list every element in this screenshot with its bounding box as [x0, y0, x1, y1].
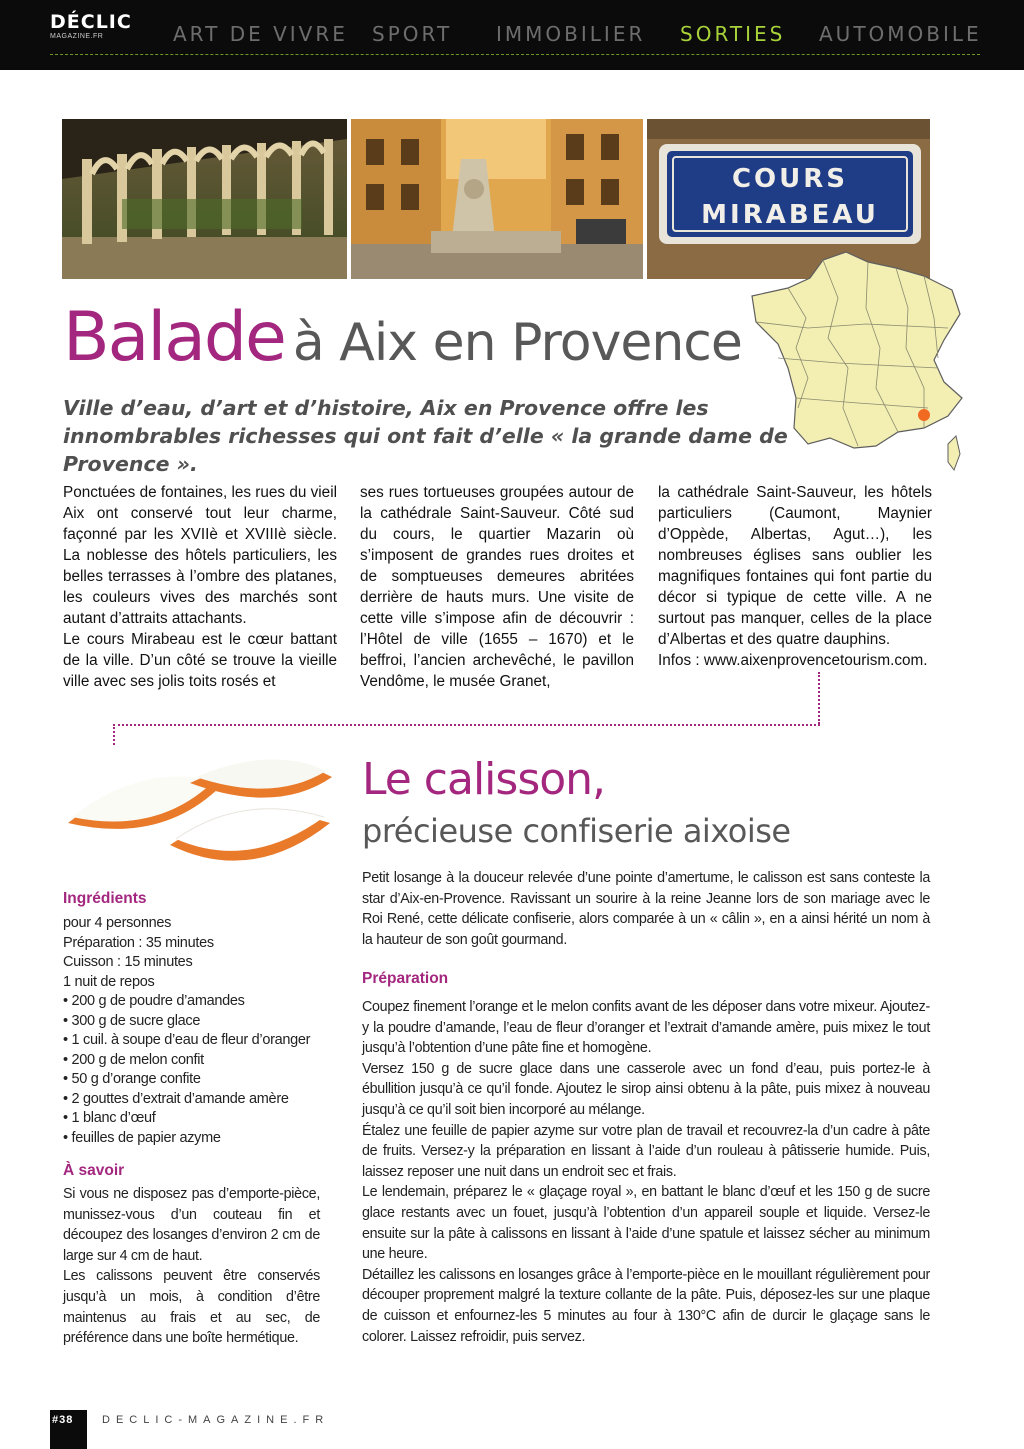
nav-divider: [50, 54, 980, 55]
article-lead: Ville d’eau, d’art et d’histoire, Aix en Provence offre les innombrables richesses qui ont fait d’elle « la grande dame de Provence ».: [63, 396, 788, 476]
ingredient-item: • 1 cuil. à soupe d’eau de fleur d’oranger: [63, 1031, 333, 1051]
paragraph: Le cours Mirabeau est le cœur battant de la ville. D’un côté se trouve la vieille ville avec ses jolis toits rosés et: [63, 631, 337, 690]
recipe-intro: Petit losange à la douceur relevée d’une pointe d’amertume, le calisson est sans conteste la star d’Aix-en-Provence. Ravissant un sourire à la reine Jeanne lors de son mariage avec le Roi René, cette délicate confiserie, alors comparée à un « câlin », en a ainsi hérité un nom à la hauteur de son goût gourmand.: [362, 870, 930, 948]
paragraph: Ponctuées de fontaines, les rues du vieil Aix ont conservé tout leur charme, façonné par les XVIIè et XVIIIè siècle. La noblesse des hôtels particuliers, les belles terrasses à l’ombre des platanes, les couleurs vives des marchés sont autant d’attraits attachants.: [63, 484, 337, 627]
savoir-text: [63, 1184, 320, 1349]
cloister-photo: [62, 119, 347, 279]
savoir-heading: À savoir: [63, 1162, 125, 1179]
preparation-step: Le lendemain, préparez le « glaçage royal », en battant le blanc d’œuf et les 150 g de sucre glace restants avec un fouet, jusqu’à l’obtention d’un appareil souple et liquide. Versez-le ensuite sur la pâte à calissons en lissant à l’aide d’une spatule et laissez sécher au minimum une heure.: [362, 1184, 930, 1263]
dotted-divider: [113, 724, 820, 726]
logo-subtext: MAGAZINE.FR: [50, 33, 104, 40]
preparation-step: Étalez une feuille de papier azyme sur votre plan de travail et recouvrez-la d’un cadre à pâte de fruits. Versez-y la préparation en lissant à l’aide d’un rouleau à pâtisserie humide. Puis, laissez reposer une nuit dans un endroit sec et frais.: [362, 1122, 930, 1180]
preparation-steps: [362, 997, 930, 1347]
article-title: [63, 298, 742, 377]
recipe-meta: Préparation : 35 minutes: [63, 934, 214, 951]
top-header: [0, 0, 1024, 70]
info-link[interactable]: Infos : www.aixenprovencetourism.com.: [658, 652, 928, 669]
main-nav: [0, 22, 1024, 50]
article-column-3: [658, 482, 932, 671]
title-rest: à Aix en Provence: [292, 313, 742, 373]
recipe-meta: Cuisson : 15 minutes: [63, 954, 193, 970]
sign-text-line2: MIRABEAU: [701, 200, 879, 230]
recipe-meta: pour 4 personnes: [63, 915, 172, 931]
nav-item-art-de-vivre[interactable]: ART DE VIVRE: [173, 22, 348, 46]
ingredient-item: • 300 g de sucre glace: [63, 1012, 333, 1032]
ingredients-list: [63, 914, 333, 1148]
paragraph: Si vous ne disposez pas d’emporte-pièce, munissez-vous d’un couteau fin et découpez des losanges d’environ 2 cm de large sur 4 cm de haut.: [63, 1186, 320, 1264]
recipe-title: Le calisson,: [362, 754, 606, 805]
nav-item-sorties[interactable]: SORTIES: [680, 22, 786, 46]
nav-item-sport[interactable]: SPORT: [372, 22, 453, 46]
footer-site[interactable]: DECLIC-MAGAZINE.FR: [102, 1414, 330, 1426]
paragraph: ses rues tortueuses groupées autour de la cathédrale Saint-Sauveur. Côté sud du cours, le quartier Mazarin où s’imposent de grandes rues droites et de somptueuses demeures abritées derrière de hauts murs. Une visite de cette ville s’impose afin de découvrir : l’Hôtel de ville (1655 – 1670) et le beffroi, l’ancien archevêché, le pavillon Vendôme, le musée Granet,: [360, 484, 634, 690]
title-highlight: Balade: [63, 298, 285, 377]
ingredient-item: • 200 g de melon confit: [63, 1051, 333, 1071]
ingredient-item: • 200 g de poudre d’amandes: [63, 992, 333, 1012]
preparation-step: Coupez finement l’orange et le melon confits avant de les déposer dans votre mixeur. Ajoutez-y la poudre d’amande, l’eau de fleur d’oranger et l’extrait d’amande amère, puis mixez le tout jusqu’à l’obtention d’une pâte fine et homogène.: [362, 999, 930, 1057]
preparation-heading: Préparation: [362, 970, 449, 987]
ingredient-item: • 1 blanc d’œuf: [63, 1109, 333, 1129]
preparation-step: Versez 150 g de sucre glace dans une casserole avec un fond d’eau, puis portez-le à ébullition jusqu’à ce qu’il fonde. Ajoutez le sirop ainsi obtenu à la pâte, puis mixez à nouveau jusqu’à ce qu’il soit bien incorporé au mélange.: [362, 1060, 930, 1118]
nav-item-immobilier[interactable]: IMMOBILIER: [496, 22, 646, 46]
calisson-photo: [62, 745, 337, 885]
sign-text-line1: COURS: [731, 164, 849, 194]
fountain-photo: [351, 119, 643, 279]
page-number: #38: [52, 1414, 74, 1426]
nav-item-automobile[interactable]: AUTOMOBILE: [819, 22, 982, 46]
ingredient-item: • feuilles de papier azyme: [63, 1129, 333, 1149]
recipe-subtitle: précieuse confiserie aixoise: [362, 812, 791, 850]
ingredient-item: • 50 g d’orange confite: [63, 1070, 333, 1090]
preparation-step: Détaillez les calissons en losanges grâce à l’emporte-pièce en le mouillant régulièrement pour découper proprement malgré la texture collante de la pâte. Puis, déposez-les sur une plaque de cuisson et enfournez-les 5 minutes au four à 130°C afin de durcir le glaçage sans le colorer. Laissez refroidir, puis servez.: [362, 1266, 930, 1345]
aix-location-marker: [918, 409, 930, 421]
ingredients-heading: Ingrédients: [63, 890, 147, 907]
dotted-divider-right: [818, 672, 820, 724]
article-column-2: [360, 482, 634, 692]
logo-text: DÉCLIC: [50, 11, 132, 33]
ingredient-item: • 2 gouttes d’extrait d’amande amère: [63, 1090, 333, 1110]
recipe-meta: 1 nuit de repos: [63, 973, 155, 990]
paragraph: la cathédrale Saint-Sauveur, les hôtels particuliers (Caumont, Maynier d’Oppède, Albertas, Agut…), les nombreuses églises sans oublier les magnifiques fontaines qui font partie du décor si typique de cette ville. A ne surtout pas manquer, celles de la place d’Albertas et des quatre dauphins.: [658, 484, 932, 648]
article-column-1: [63, 482, 337, 692]
paragraph: Les calissons peuvent être conservés jusqu’à un mois, à condition d’être maintenus au frais et au sec, de préférence dans une boîte hermétique.: [63, 1268, 320, 1347]
